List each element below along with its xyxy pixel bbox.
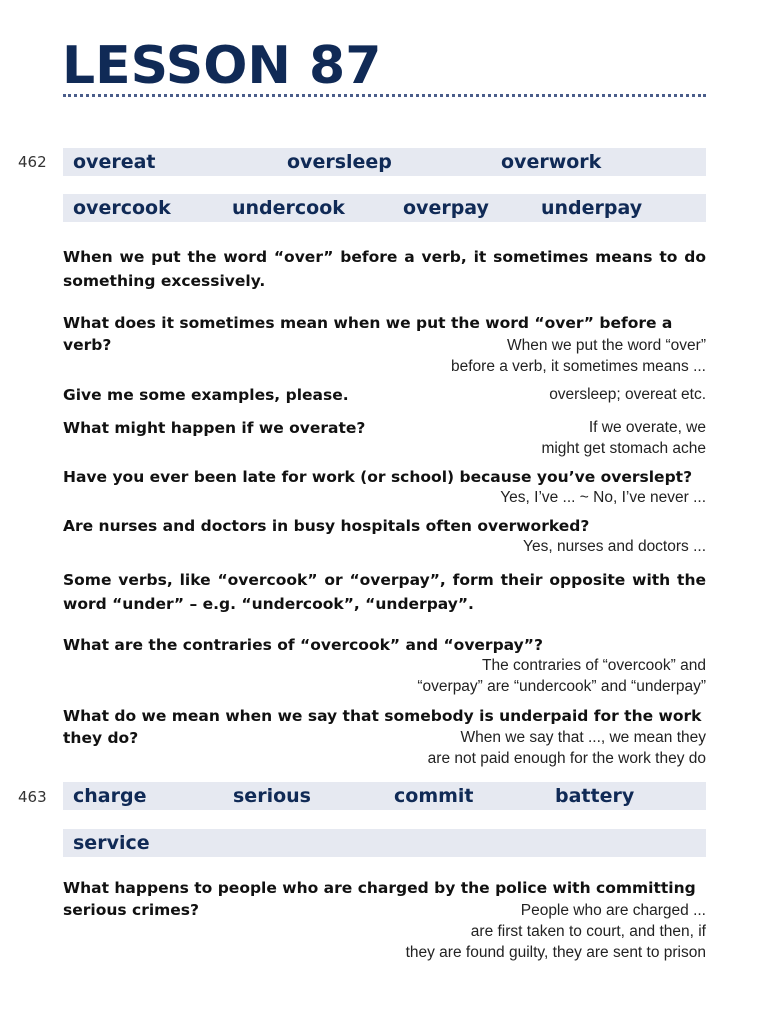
question: What do we mean when we say that somebody is underpaid for the work they do? [63,707,702,747]
answer-line: are not paid enough for the work they do [427,750,706,767]
answer-line: People who are charged ... [520,902,706,919]
answer [428,727,706,769]
vocab-word: service [73,832,150,854]
vocab-bar [63,782,706,810]
vocab-word: overcook [73,197,171,219]
answer-line: Yes, I’ve ... ~ No, I’ve never ... [500,489,706,506]
answer [451,335,706,377]
answer-line: are first taken to court, and then, if [470,923,706,940]
vocab-word: underpay [541,197,643,219]
question: What might happen if we overate? [63,419,366,437]
vocab-bar [63,829,706,857]
answer-line: oversleep; overeat etc. [549,386,706,403]
vocab-word: overwork [501,151,602,173]
vocab-bar [63,194,706,222]
answer [500,487,706,508]
answer [406,900,706,963]
answer-line: before a verb, it sometimes means ... [451,358,706,375]
vocab-bar [63,148,706,176]
vocab-word: commit [394,785,474,807]
question: Are nurses and doctors in busy hospitals often overworked? [63,517,590,535]
answer-line: “overpay” are “undercook” and “underpay” [417,678,706,695]
vocab-word: charge [73,785,147,807]
answer [417,655,706,697]
title-divider [63,94,706,97]
answer-line: The contraries of “overcook” and [482,657,706,674]
section-number: 463 [18,788,47,806]
section-number: 462 [18,153,47,171]
vocab-word: battery [555,785,635,807]
answer-line: they are found guilty, they are sent to prison [405,944,706,961]
answer [523,536,706,557]
statement: When we put the word “over” before a verb, it sometimes means to do something excessively. [63,248,706,290]
vocab-word: serious [233,785,311,807]
answer-line: might get stomach ache [541,440,706,457]
answer-line: When we say that ..., we mean they [460,729,706,746]
answer-line: Yes, nurses and doctors ... [523,538,706,555]
vocab-word: overpay [403,197,489,219]
vocab-word: undercook [232,197,345,219]
answer [541,417,706,459]
answer-line: When we put the word “over” [506,337,706,354]
question: Give me some examples, please. [63,386,349,404]
answer [549,384,706,405]
question: What does it sometimes mean when we put the word “over” before a verb? [63,314,673,354]
question: Have you ever been late for work (or school) because you’ve overslept? [63,468,693,486]
vocab-word: oversleep [287,151,392,173]
question: What are the contraries of “overcook” and “overpay”? [63,636,543,654]
statement: Some verbs, like “overcook” or “overpay”, form their opposite with the word “under” – e.g. “undercook”, “underpay”. [63,571,706,613]
vocab-word: overeat [73,151,156,173]
lesson-title: LESSON 87 [62,36,382,96]
question: What happens to people who are charged by the police with committing serious crimes? [63,879,696,919]
answer-line: If we overate, we [588,419,706,436]
